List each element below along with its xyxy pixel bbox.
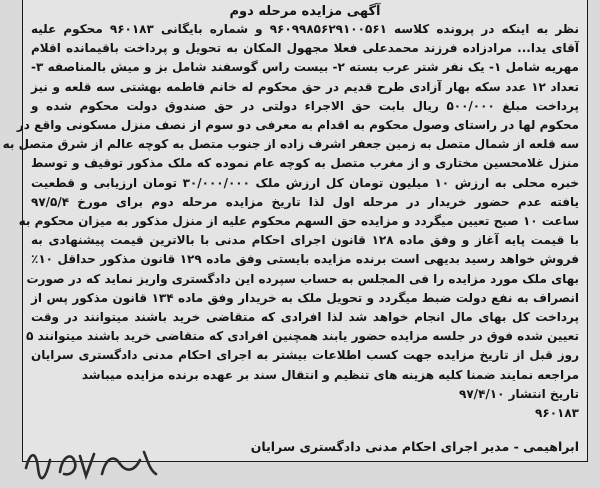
- notice-line: منزل غلامحسین مختاری و از مغرب متصل به کوچه عام نموده که ملک مذکور توقیف و توسط: [31, 156, 579, 171]
- notice-line: سه قلعه از شمال متصل به زمین جعفر اشرف زاده از جنوب متصل به کوچه عالم از شرق متصل به: [2, 137, 579, 152]
- notice-line: ساعت ۱۰ صبح تعیین میگردد و مزایده حق السهم محکوم علیه از منزل مذکور به میزان محکوم به: [18, 214, 579, 229]
- handwritten-mark: [16, 438, 166, 484]
- notice-line: روز قبل از تاریخ مزایده جهت کسب اطلاعات بیشتر به اجرای احکام مدنی دادگستری سرایان: [31, 348, 579, 363]
- notice-line: بهای ملک مورد مزایده را فی المجلس به حساب سپرده این دادگستری واریز نماید که در صورت: [26, 271, 579, 286]
- notice-line: پرداخت کل بهای مال انجام خواهد شد لذا افرادی که متقاضی خرید باشند میتوانند در وقت: [31, 310, 579, 325]
- notice-line: تعداد ۱۲ عدد سکه بهار آزادی طرح قدیم در حق محکوم له خانم فاطمه بهشتی سه قلعه و نیز: [31, 79, 579, 94]
- auction-notice: [2, 0, 588, 462]
- notice-line: انصراف به نفع دولت ضبط میگردد و تحویل ملک به خریدار وفق ماده ۱۳۴ قانون مذکور پس از: [31, 290, 579, 305]
- notice-line: خبره محلی به ارزش ۱۰ میلیون تومان کل ارزش ملک ۳۰/۰۰۰/۰۰۰ تومان ارزیابی و قطعیت: [31, 175, 579, 190]
- notice-line: مهریه شامل ۱- یک نفر شتر عرب بسته ۲- بیست راس گوسفند شامل بز و میش بالمناصفه ۳-: [31, 60, 579, 75]
- notice-line: تعیین شده فوق در جلسه مزایده حضور یابند همچنین افرادی که متقاضی خرید باشند میتوانند ۵: [26, 329, 579, 344]
- file-number: ۹۶۰۱۸۳: [535, 405, 579, 420]
- notice-line: آقای یدا... مرادزاده فرزند محمدعلی فعلا مجهول المکان به تحویل و پرداخت باقیمانده اقلام: [31, 41, 579, 56]
- notice-line: با قیمت پایه آغاز و وفق ماده ۱۲۸ قانون اجرای احکام مدنی با بالاترین قیمت پیشنهادی به: [31, 233, 579, 248]
- notice-line: پرداخت مبلغ ۵۰۰/۰۰۰ ریال بابت حق الاجراء دولتی در حق صندوق دولت محکوم شده و: [31, 98, 580, 113]
- notice-line: نظر به اینکه در پرونده کلاسه ۹۶۰۹۹۸۵۶۲۹۱۰۰۵۶۱ و شماره بایگانی ۹۶۰۱۸۳ محکوم علیه: [31, 22, 579, 36]
- notice-title: آگهی مزایده مرحله دوم: [229, 4, 381, 19]
- signature-line: ابراهیمی - مدیر اجرای احکام مدنی دادگستری سرایان: [250, 438, 579, 454]
- notice-line: محکوم لها در راستای وصول محکوم به اقدام به معرفی دو سوم از نصف منزل مسکونی واقع در: [16, 118, 579, 133]
- notice-line: مراجعه نمایند ضمنا کلیه هزینه های تنظیم و انتقال سند بر عهده برنده مزایده میباشد: [81, 367, 579, 382]
- notice-line: یافته عدم حضور خریدار در مرحله اول لذا تاریخ مزایده مرحله دوم برای مورخ ۹۷/۵/۴: [31, 194, 579, 209]
- notice-line: فروش خواهد رسید بدیهی است برنده مزایده بایستی وفق ماده ۱۲۹ قانون مذکور حداقل ۱۰٪: [31, 252, 579, 267]
- publish-date: تاریخ انتشار ۹۷/۴/۱۰: [459, 386, 579, 401]
